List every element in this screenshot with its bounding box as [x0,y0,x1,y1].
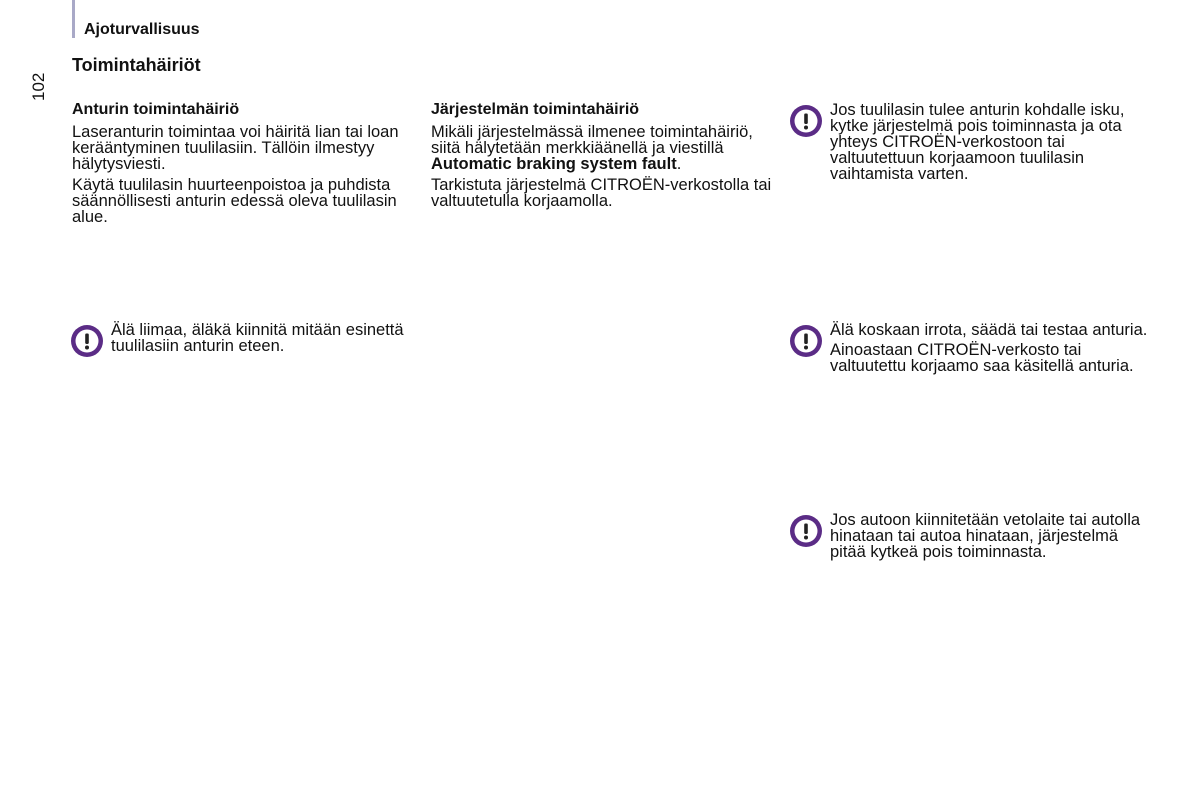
system-fault-heading: Järjestelmän toimintahäiriö [431,101,640,118]
system-fault-paragraph-2: Tarkistuta järjestelmä CITROËN-verkostolla tai valtuutetulla korjaamolla. [431,176,772,210]
warning-text [830,101,1150,186]
system-fault-text-end: . [676,155,682,173]
no-tamper-text-1: Älä koskaan irrota, säädä tai testaa anturia. [830,321,1148,339]
warning-icon [71,325,103,357]
sensor-fault-section [72,101,417,230]
warning-towing [790,511,1150,564]
towing-text: Jos autoon kiinnitetään vetolaite tai autolla hinataan tai autoa hinataan, järjestelmä pitää kytkeä pois toiminnasta. [830,511,1141,561]
warning-no-stickers [71,321,411,358]
no-stickers-text: Älä liimaa, äläkä kiinnitä mitään esinettä tuulilasiin anturin eteen. [111,321,404,355]
system-fault-paragraph-1 [431,124,776,172]
sensor-fault-heading: Anturin toimintahäiriö [72,101,240,118]
windshield-impact-text: Jos tuulilasin tulee anturin kohdalle isku, kytke järjestelmä pois toiminnasta ja ota yhteys CITROËN-verkostoon tai valtuutettuun korjaamoon tuulilasin vaihtamista varten. [830,101,1125,183]
warning-icon [790,515,822,547]
sensor-fault-paragraph-1: Laseranturin toimintaa voi häiritä lian tai loan kerääntyminen tuulilasiin. Tällöin ilmestyy hälytysviesti. [72,123,399,173]
section-bar [72,0,75,38]
system-fault-text: Mikäli järjestelmässä ilmenee toimintahäiriö, siitä hälytetään merkkiäänellä ja viestillä [431,123,753,157]
warning-no-tamper [790,321,1150,378]
page-title: Toimintahäiriöt [72,55,201,75]
system-fault-section [431,101,776,214]
page-number: 102 [29,72,48,101]
no-tamper-text-2: Ainoastaan CITROËN-verkosto tai valtuutettu korjaamo saa käsitellä anturia. [830,341,1134,375]
warning-icon [790,325,822,357]
warning-text [830,321,1150,378]
sensor-fault-paragraph-2: Käytä tuulilasin huurteenpoistoa ja puhdista säännöllisesti anturin edessä oleva tuulilasin alue. [72,176,397,226]
section-label: Ajoturvallisuus [84,21,200,38]
warning-windshield-impact [790,101,1150,186]
warning-text [830,511,1150,564]
fault-message: Automatic braking system fault [431,155,677,173]
warning-icon [790,105,822,137]
warning-text [111,321,411,358]
